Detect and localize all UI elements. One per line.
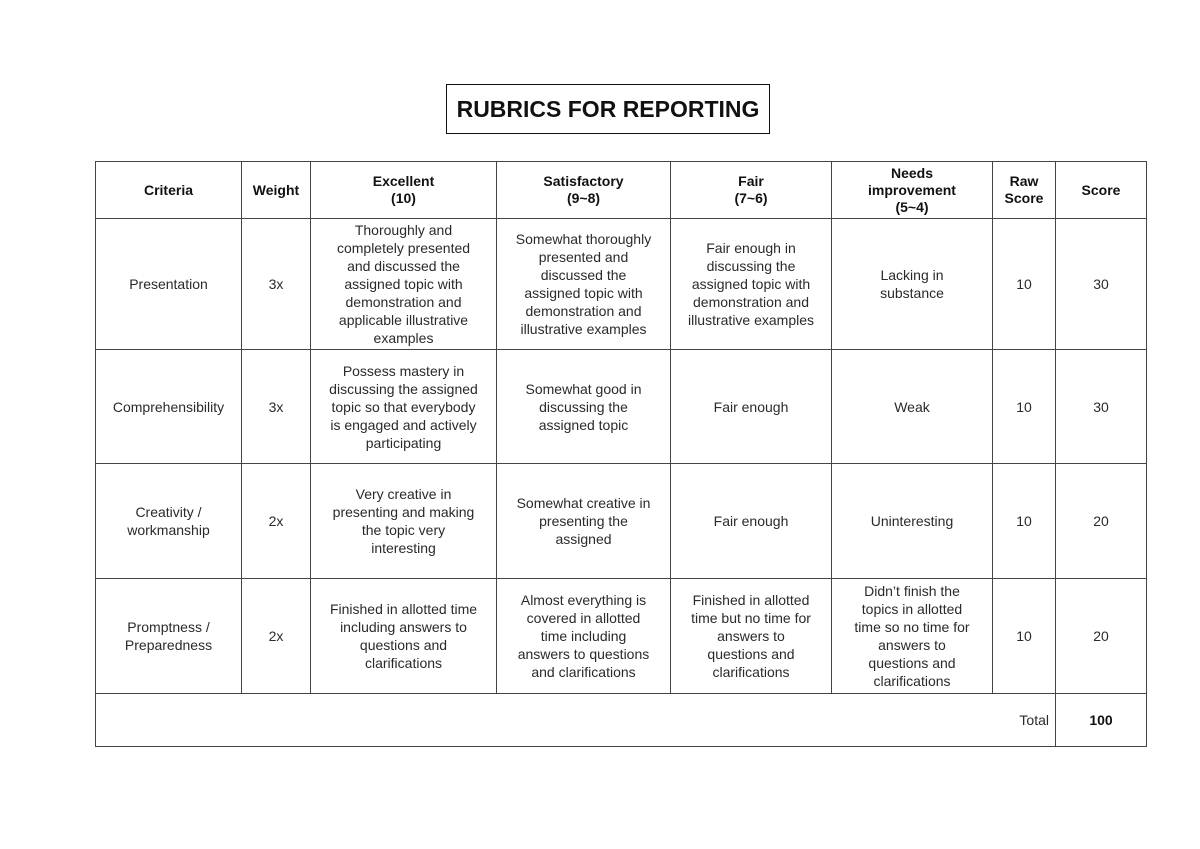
satisfactory-cell: Somewhat creative in presenting the assigned (497, 464, 671, 579)
weight-cell: 2x (242, 464, 311, 579)
fair-cell: Fair enough (671, 464, 832, 579)
satisfactory-cell: Almost everything is covered in allotted time including answers to questions and clarifications (497, 579, 671, 694)
raw-score-cell: 10 (993, 219, 1056, 350)
header-criteria: Criteria (96, 162, 242, 219)
total-blank-cell (96, 694, 993, 747)
total-label: Total (993, 694, 1056, 747)
page-title: RUBRICS FOR REPORTING (456, 95, 760, 122)
score-cell: 20 (1056, 464, 1147, 579)
header-weight: Weight (242, 162, 311, 219)
criteria-cell: Comprehensibility (96, 350, 242, 464)
fair-cell: Finished in allotted time but no time for answers to questions and clarifications (671, 579, 832, 694)
needs-improvement-cell: Lacking in substance (832, 219, 993, 350)
raw-score-cell: 10 (993, 579, 1056, 694)
raw-score-cell: 10 (993, 464, 1056, 579)
satisfactory-cell: Somewhat thoroughly presented and discussed the assigned topic with demonstration and illustrative examples (497, 219, 671, 350)
table-row (96, 579, 1147, 694)
excellent-cell: Possess mastery in discussing the assigned topic so that everybody is engaged and actively participating (311, 350, 497, 464)
table-row (96, 350, 1147, 464)
weight-cell: 2x (242, 579, 311, 694)
header-satisfactory: Satisfactory (9~8) (497, 162, 671, 219)
header-needs-improvement: Needs improvement (5~4) (832, 162, 993, 219)
header-fair: Fair (7~6) (671, 162, 832, 219)
header-score: Score (1056, 162, 1147, 219)
needs-improvement-cell: Didn’t finish the topics in allotted time so no time for answers to questions and clarifications (832, 579, 993, 694)
satisfactory-cell: Somewhat good in discussing the assigned topic (497, 350, 671, 464)
table-row (96, 219, 1147, 350)
criteria-cell: Promptness / Preparedness (96, 579, 242, 694)
total-value: 100 (1056, 694, 1147, 747)
header-raw-score: Raw Score (993, 162, 1056, 219)
table-row (96, 464, 1147, 579)
title-box (446, 84, 770, 134)
header-row (96, 162, 1147, 219)
fair-cell: Fair enough in discussing the assigned topic with demonstration and illustrative examples (671, 219, 832, 350)
fair-cell: Fair enough (671, 350, 832, 464)
needs-improvement-cell: Uninteresting (832, 464, 993, 579)
score-cell: 30 (1056, 350, 1147, 464)
total-row (96, 694, 1147, 747)
excellent-cell: Finished in allotted time including answers to questions and clarifications (311, 579, 497, 694)
raw-score-cell: 10 (993, 350, 1056, 464)
weight-cell: 3x (242, 219, 311, 350)
rubric-table (95, 161, 1147, 747)
weight-cell: 3x (242, 350, 311, 464)
score-cell: 30 (1056, 219, 1147, 350)
criteria-cell: Creativity / workmanship (96, 464, 242, 579)
criteria-cell: Presentation (96, 219, 242, 350)
excellent-cell: Thoroughly and completely presented and discussed the assigned topic with demonstration and applicable illustrative examples (311, 219, 497, 350)
header-excellent: Excellent (10) (311, 162, 497, 219)
needs-improvement-cell: Weak (832, 350, 993, 464)
score-cell: 20 (1056, 579, 1147, 694)
excellent-cell: Very creative in presenting and making the topic very interesting (311, 464, 497, 579)
